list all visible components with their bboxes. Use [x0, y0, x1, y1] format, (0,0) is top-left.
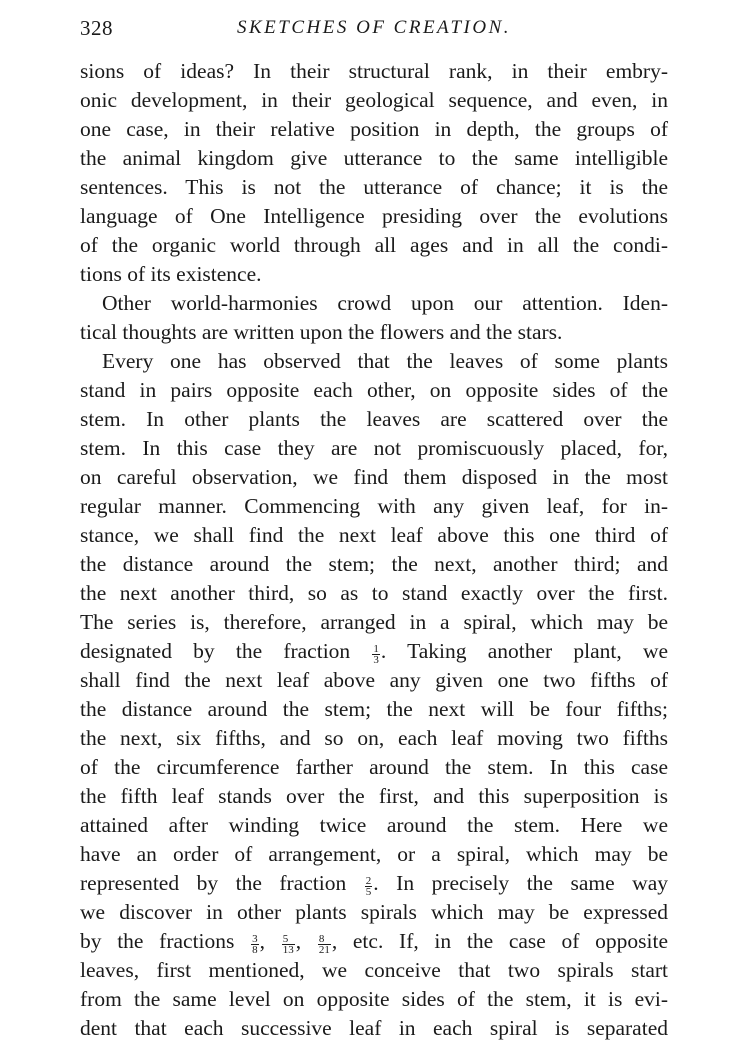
text-line: sions of ideas? In their structural rank, in their embry-: [80, 59, 668, 83]
text-line: the distance around the stem; the next, another third; and: [80, 552, 668, 576]
fraction-numerator: 1: [373, 643, 379, 655]
fraction-one-third: [372, 644, 380, 665]
fraction-denominator: 13: [282, 944, 294, 956]
text-segment: , etc. If, in the case of opposite: [331, 929, 669, 953]
running-head: SKETCHES OF CREATION.: [237, 17, 511, 38]
text-line: Other world-harmonies crowd upon our attention. Iden-: [102, 291, 668, 315]
text-line: shall find the next leaf above any given one two fifths of: [80, 668, 668, 692]
body-text: [80, 57, 668, 1043]
text-line: on careful observation, we find them disposed in the most: [80, 465, 668, 489]
text-line: regular manner. Commencing with any given leaf, for in-: [80, 494, 668, 518]
page-number: 328: [80, 16, 113, 40]
text-line: of the organic world through all ages and in all the condi-: [80, 233, 668, 257]
fraction-numerator: 2: [365, 875, 372, 887]
text-segment: represented by the fraction: [80, 871, 347, 895]
text-segment: ,: [295, 929, 302, 953]
text-line: dent that each successive leaf in each spiral is separated: [80, 1016, 668, 1040]
text-line: the animal kingdom give utterance to the same intelligible: [80, 146, 668, 170]
text-line: have an order of arrangement, or a spiral, which may be: [80, 842, 668, 866]
text-line: onic development, in their geological sequence, and even, in: [80, 88, 668, 112]
text-line: we discover in other plants spirals which may be expressed: [80, 900, 668, 924]
text-segment: ,: [259, 929, 265, 953]
text-segment: . In precisely the same way: [373, 871, 668, 895]
text-line: the next another third, so as to stand exactly over the first.: [80, 581, 668, 605]
fraction-denominator: 8: [252, 944, 258, 956]
text-line: stand in pairs opposite each other, on opposite sides of the: [80, 378, 668, 402]
text-segment: . Taking another plant, we: [380, 639, 669, 663]
text-line: of the circumference farther around the stem. In this case: [80, 755, 668, 779]
fraction-eight-twentyfirsts: [318, 934, 331, 955]
text-line: from the same level on opposite sides of the stem, it is evi-: [80, 987, 668, 1011]
text-line: The series is, therefore, arranged in a spiral, which may be: [80, 610, 668, 634]
fraction-numerator: 3: [252, 933, 258, 945]
fraction-two-fifths: [365, 876, 373, 897]
text-line: leaves, first mentioned, we conceive that two spirals start: [80, 958, 668, 982]
text-line: stem. In other plants the leaves are scattered over the: [80, 407, 668, 431]
fraction-denominator: 3: [373, 654, 379, 666]
page-header: [80, 16, 668, 48]
fraction-five-thirteenths: [282, 934, 295, 955]
text-line: [80, 637, 668, 666]
text-segment: designated by the fraction: [80, 639, 351, 663]
fraction-numerator: 8: [318, 934, 331, 945]
fraction-denominator: 5: [365, 886, 372, 898]
text-line: the next, six fifths, and so on, each leaf moving two fifths: [80, 726, 668, 750]
fraction-denominator: 21: [318, 944, 330, 956]
text-line: [80, 927, 668, 956]
text-line: language of One Intelligence presiding over the evolutions: [80, 204, 668, 228]
text-line: one case, in their relative position in depth, the groups of: [80, 117, 668, 141]
fraction-numerator: 5: [282, 934, 295, 945]
text-line: the distance around the stem; the next will be four fifths;: [80, 697, 668, 721]
text-line: stance, we shall find the next leaf above this one third of: [80, 523, 668, 547]
fraction-three-eighths: [251, 934, 259, 955]
text-line: [80, 869, 668, 898]
text-line: sentences. This is not the utterance of chance; it is the: [80, 175, 668, 199]
text-line: stem. In this case they are not promiscuously placed, for,: [80, 436, 668, 460]
text-line: tical thoughts are written upon the flowers and the stars.: [80, 320, 563, 344]
text-line: Every one has observed that the leaves of some plants: [102, 349, 668, 373]
text-line: attained after winding twice around the stem. Here we: [80, 813, 668, 837]
text-line: tions of its existence.: [80, 262, 262, 286]
text-line: the fifth leaf stands over the first, and this superposition is: [80, 784, 668, 808]
text-segment: by the fractions: [80, 929, 235, 953]
